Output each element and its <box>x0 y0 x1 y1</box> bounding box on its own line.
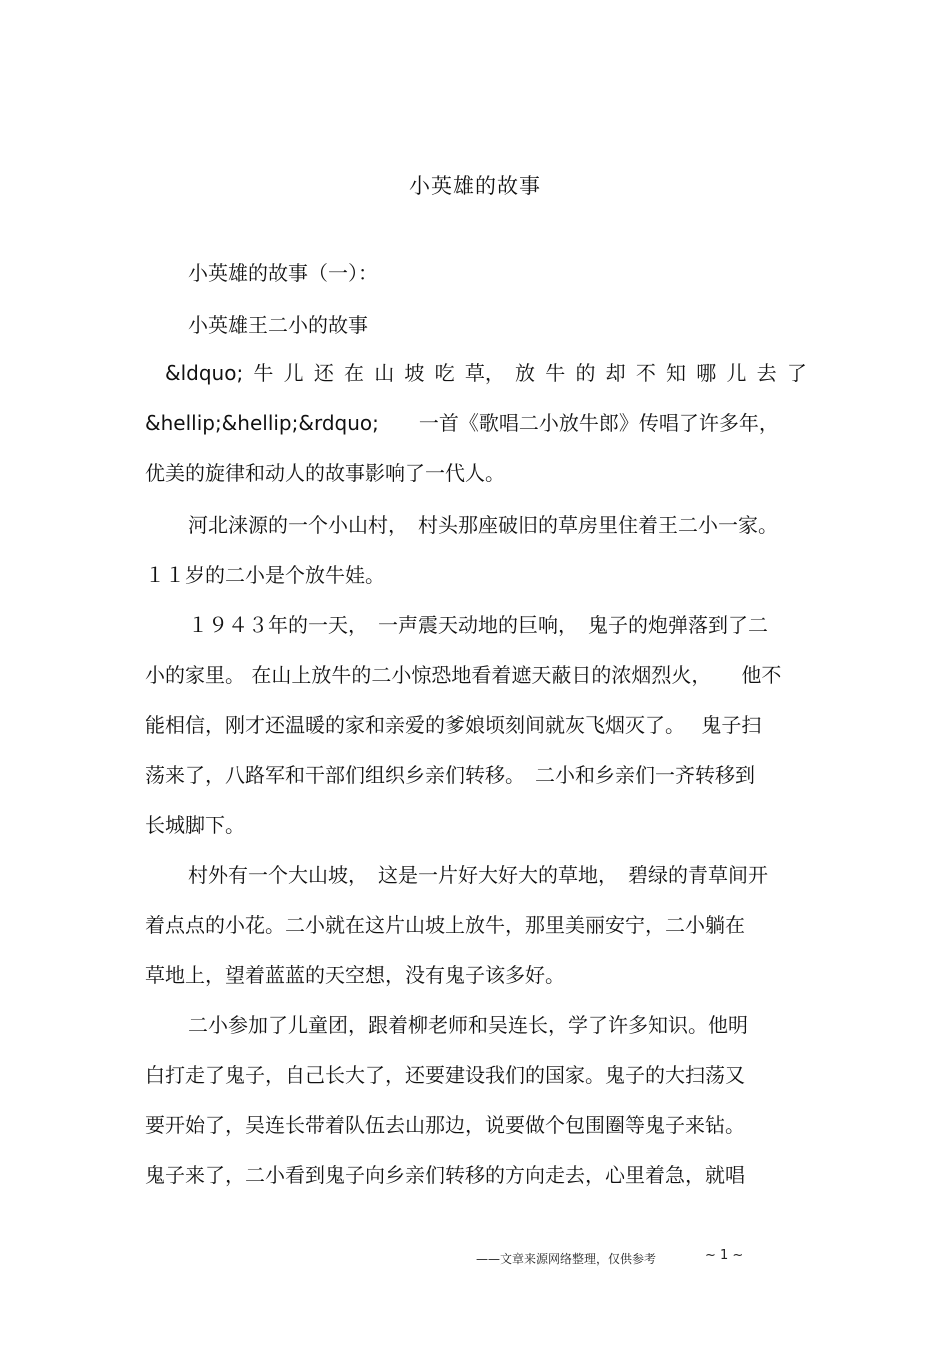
paragraph-line: 长城脚下。 <box>145 813 245 837</box>
text-token: 牛 <box>545 361 566 385</box>
text-token: 却 <box>605 361 626 385</box>
story-title: 小英雄王二小的故事 <box>188 313 368 337</box>
page-title: 小英雄的故事 <box>409 174 541 198</box>
text-token: 吃 <box>434 361 455 385</box>
text-token: 的 <box>575 361 596 385</box>
text-token: 儿 <box>726 361 747 385</box>
text-token: 山 <box>374 361 395 385</box>
paragraph-line: &hellip;&hellip;&rdquo; 一首《歌唱二小放牛郎》传唱了许多年， <box>145 411 779 435</box>
paragraph-line: 鬼子来了，二小看到鬼子向乡亲们转移的方向走去，心里着急，就唱 <box>145 1163 745 1187</box>
text-token: 不 <box>635 361 656 385</box>
text-token: 坡 <box>404 361 425 385</box>
paragraph-line: １１岁的二小是个放牛娃。 <box>145 563 385 587</box>
text-token: 儿 <box>283 361 304 385</box>
text-token: 在 <box>344 361 365 385</box>
text-token: 哪 <box>696 361 717 385</box>
text-token: 知 <box>666 361 687 385</box>
text-token: 牛 <box>253 361 274 385</box>
paragraph-line: 着点点的小花。二小就在这片山坡上放牛，那里美丽安宁，二小躺在 <box>145 913 745 937</box>
paragraph-line-spread <box>165 359 807 387</box>
paragraph-line: 河北涞源的一个小山村， 村头那座破旧的草房里住着王二小一家。 <box>188 513 778 537</box>
paragraph-line: １９４３年的一天， 一声震天动地的巨响， 鬼子的炮弹落到了二 <box>188 613 768 637</box>
paragraph-line: 优美的旋律和动人的故事影响了一代人。 <box>145 461 505 485</box>
page-number: ~ 1 ~ <box>705 1248 744 1263</box>
text-token: 草， <box>464 361 505 385</box>
footer-source-note: ——文章来源网络整理，仅供参考 <box>476 1252 657 1266</box>
text-token: 了 <box>786 361 807 385</box>
paragraph-line: 要开始了，吴连长带着队伍去山那边，说要做个包围圈等鬼子来钻。 <box>145 1113 745 1137</box>
text-token: 还 <box>313 361 334 385</box>
paragraph-line: 草地上，望着蓝蓝的天空想，没有鬼子该多好。 <box>145 963 565 987</box>
paragraph-line: 荡来了，八路军和干部们组织乡亲们转移。 二小和乡亲们一齐转移到 <box>145 763 755 787</box>
paragraph-line: 能相信，刚才还温暖的家和亲爱的爹娘顷刻间就灰飞烟灭了。 鬼子扫 <box>145 713 762 737</box>
text-token: &ldquo; <box>165 361 244 385</box>
text-token: 去 <box>756 361 777 385</box>
text-token: 放 <box>515 361 536 385</box>
paragraph-line: 小的家里。 在山上放牛的二小惊恐地看着遮天蔽日的浓烟烈火， 他不 <box>145 663 782 687</box>
paragraph-line: 村外有一个大山坡， 这是一片好大好大的草地， 碧绿的青草间开 <box>188 863 768 887</box>
paragraph-line: 白打走了鬼子，自己长大了，还要建设我们的国家。鬼子的大扫荡又 <box>145 1063 745 1087</box>
section-heading: 小英雄的故事（一）： <box>188 261 378 285</box>
paragraph-line: 二小参加了儿童团，跟着柳老师和吴连长，学了许多知识。他明 <box>188 1013 748 1037</box>
